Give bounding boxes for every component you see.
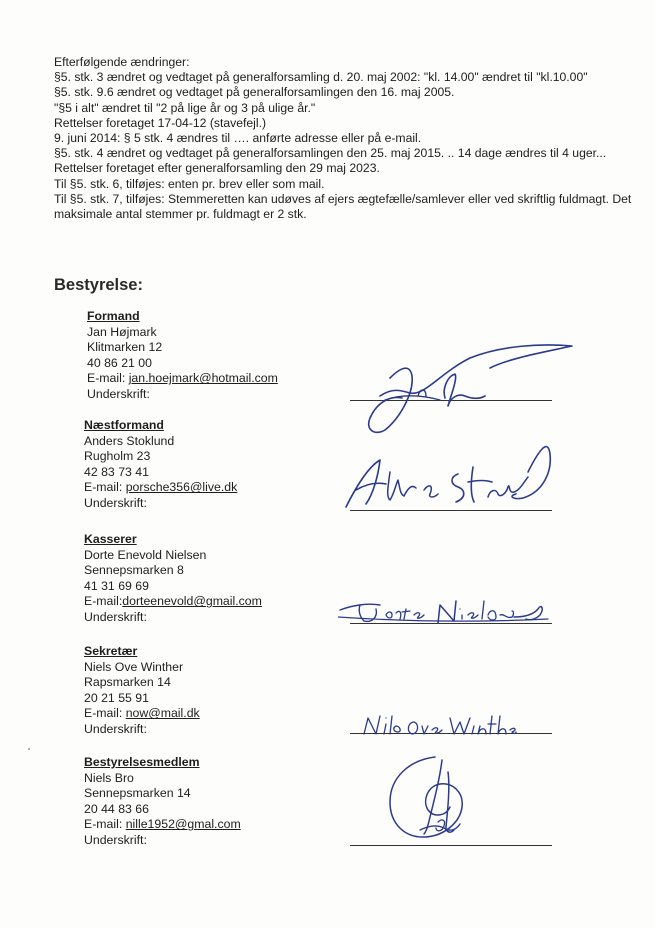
- email-label: E-mail:: [84, 817, 126, 832]
- signature-jan-hojmark: [330, 338, 580, 438]
- email-label: E-mail:: [84, 594, 123, 609]
- scan-speck: [28, 748, 30, 750]
- email-link[interactable]: nille1952@gmal.com: [125, 817, 241, 832]
- member-address: Rugholm 23: [84, 449, 151, 464]
- member-email-row: [84, 817, 384, 833]
- email-label: E-mail:: [87, 371, 129, 386]
- amendment-line: §5. stk. 4 ændret og vedtaget på generalforsamlingen den 25. maj 2015. .. 14 dage ændres til 4 uger...: [54, 146, 607, 161]
- signature-label: Underskrift:: [84, 832, 147, 847]
- email-label: E-mail:: [84, 480, 126, 495]
- member-phone: 40 86 21 00: [87, 355, 152, 370]
- member-name: Niels Bro: [84, 770, 134, 785]
- member-address: Sennepsmarken 14: [84, 786, 191, 801]
- member-card: [84, 755, 384, 849]
- amendment-line: §5. stk. 3 ændret og vedtaget på generalforsamling d. 20. maj 2002: "kl. 14.00" ændret til "kl.10.00": [54, 70, 588, 85]
- amendment-line: "§5 i alt" ændret til "2 på lige år og 3 på ulige år.": [54, 100, 316, 115]
- amendment-line: Til §5. stk. 7, tilføjes: Stemmeretten kan udøves af ejers ægtefælle/samlever eller ved skriftlig fuldmagt. Det maksimale antal stemmer pr. fuldmagt er 2 stk.: [54, 191, 632, 222]
- member-role: Bestyrelsesmedlem: [84, 755, 200, 769]
- signature-anders-stoklund: [338, 432, 563, 514]
- signature-niels-bro: [380, 752, 490, 847]
- email-link[interactable]: now@mail.dk: [125, 706, 200, 721]
- member-name: Jan Højmark: [87, 324, 157, 339]
- signature-label: Underskrift:: [84, 609, 147, 624]
- member-name: Niels Ove Winther: [84, 659, 184, 674]
- member-address: Rapsmarken 14: [84, 675, 171, 690]
- amendment-line: Rettelser foretaget efter generalforsamling den 29 maj 2023.: [54, 161, 380, 176]
- signature-label: Underskrift:: [84, 721, 147, 736]
- signature-label: Underskrift:: [87, 386, 150, 401]
- member-address: Klitmarken 12: [87, 340, 163, 355]
- member-phone: 20 44 83 66: [84, 801, 149, 816]
- amendment-line: Rettelser foretaget 17-04-12 (stavefejl.): [54, 115, 267, 130]
- signature-label: Underskrift:: [84, 495, 147, 510]
- board-heading: Bestyrelse:: [54, 276, 143, 294]
- member-name: Anders Stoklund: [84, 433, 175, 448]
- amendments-section: [54, 55, 634, 222]
- email-label: E-mail:: [84, 706, 126, 721]
- member-phone: 41 31 69 69: [84, 578, 149, 593]
- member-phone: 42 83 73 41: [84, 464, 149, 479]
- member-role: Formand: [87, 309, 140, 323]
- member-name: Dorte Enevold Nielsen: [84, 547, 207, 562]
- member-email-row: [84, 706, 384, 722]
- member-role: Kasserer: [84, 532, 137, 546]
- member-address: Sennepsmarken 8: [84, 563, 184, 578]
- amendment-line: Efterfølgende ændringer:: [54, 55, 190, 69]
- signature-niels-ove-winther: [362, 712, 517, 738]
- member-phone: 20 21 55 91: [84, 690, 149, 705]
- amendment-line: Til §5. stk. 6, tilføjes: enten pr. brev eller som mail.: [54, 176, 325, 191]
- email-link[interactable]: jan.hoejmark@hotmail.com: [128, 371, 278, 386]
- member-card: [84, 644, 384, 738]
- email-link[interactable]: porsche356@live.dk: [125, 480, 238, 495]
- email-link[interactable]: dorteenevold@gmail.com: [122, 594, 262, 609]
- amendment-line: §5. stk. 9.6 ændret og vedtaget på generalforsamlingen den 16. maj 2005.: [54, 85, 455, 100]
- signature-dorte-nielsen: [338, 595, 553, 627]
- member-role: Sekretær: [84, 644, 138, 658]
- member-role: Næstformand: [84, 418, 164, 432]
- amendment-line: 9. juni 2014: § 5 stk. 4 ændres til …. anførte adresse eller på e-mail.: [54, 131, 422, 146]
